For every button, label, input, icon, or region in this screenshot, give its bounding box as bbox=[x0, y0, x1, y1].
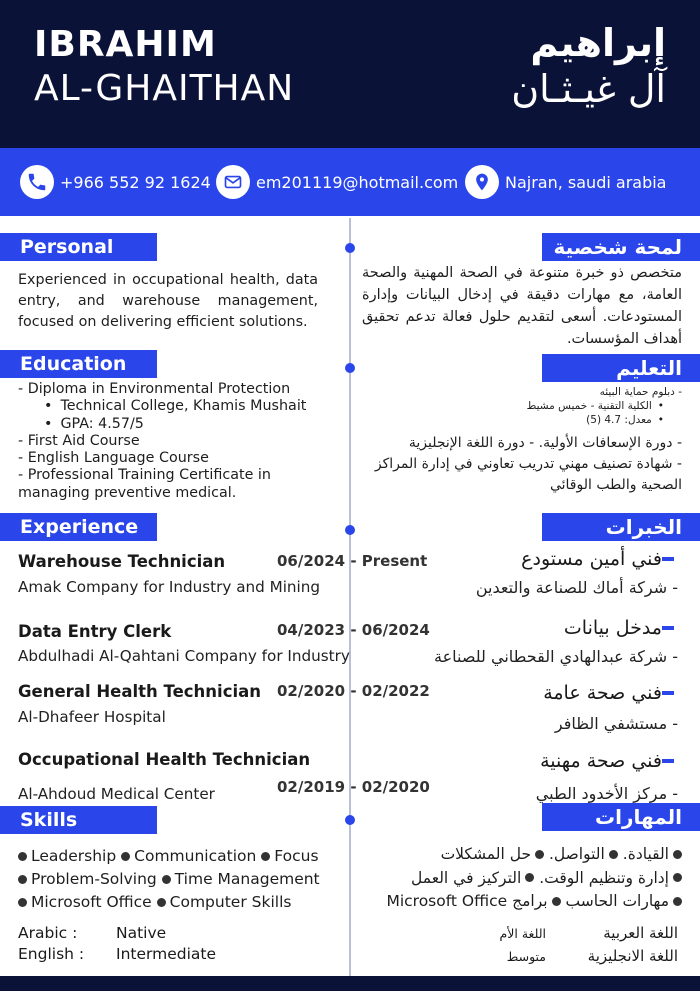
bullet-dot-icon bbox=[18, 852, 27, 861]
name-en-last: AL-GHAITHAN bbox=[34, 67, 295, 109]
skills-row bbox=[18, 891, 348, 914]
bullet-dot-icon bbox=[535, 850, 544, 859]
skills-row-ar bbox=[352, 843, 682, 867]
job-title-ar: فني أمين مستودع bbox=[521, 548, 678, 570]
language-row bbox=[18, 923, 216, 944]
skill-item-ar: مهارات الحاسب bbox=[565, 892, 669, 910]
education-item-ar: • الكلية التقنية - خميس مشيط bbox=[352, 399, 682, 413]
languages-ar bbox=[500, 922, 678, 968]
education-item: - Diploma in Environmental Protection bbox=[18, 381, 291, 397]
name-ar-last: آل غيـثـان bbox=[511, 66, 666, 111]
education-item-ar: • معدل: 4.7 (5) bbox=[352, 413, 682, 427]
resume-footer-bar bbox=[0, 976, 700, 991]
skills-row-ar bbox=[352, 867, 682, 891]
bullet-dot-icon bbox=[157, 898, 166, 907]
section-title-education: Education bbox=[0, 350, 157, 378]
name-english bbox=[34, 26, 294, 108]
job-date: 02/2020 - 02/2022 bbox=[277, 682, 430, 700]
skill-item: Microsoft Office bbox=[31, 893, 152, 911]
job-title-ar: فني صحة عامة bbox=[543, 682, 678, 704]
job-title-ar: فني صحة مهنية bbox=[540, 750, 678, 772]
skill-item: Focus bbox=[274, 847, 319, 865]
bullet-bar-icon bbox=[662, 759, 674, 763]
personal-summary-en: Experienced in occupational health, data entry, and warehouse management, focused on delivering efficient solutions. bbox=[18, 272, 318, 330]
education-item: - English Language Course bbox=[18, 450, 209, 467]
bullet-dot-icon bbox=[609, 850, 618, 859]
job-title: Data Entry Clerk bbox=[18, 622, 172, 641]
bullet-dot-icon bbox=[552, 897, 561, 906]
bullet-dot-icon bbox=[525, 873, 534, 882]
job-company: Abdulhadi Al-Qahtani Company for Industry bbox=[18, 647, 350, 665]
job-title-ar: مدخل بيانات bbox=[564, 617, 678, 639]
bullet-bar-icon bbox=[662, 691, 674, 695]
section-title-skills: Skills bbox=[0, 806, 157, 834]
section-title-education-ar: التعليم bbox=[542, 354, 700, 382]
bullet-dot-icon bbox=[673, 897, 682, 906]
name-ar-first: إبراهيم bbox=[530, 21, 666, 65]
language-name: Arabic : bbox=[18, 924, 78, 942]
language-level-ar: اللغة الأم bbox=[499, 926, 546, 941]
personal-summary-ar: متخصص ذو خبرة متنوعة في الصحة المهنية والصحة العامة، مع مهارات دقيقة في إدخال البيانات وإدارة المستودعات. أسعى لتقديم حلول فعالة تدعم تحقيق أهداف المؤسسات. bbox=[362, 265, 682, 347]
name-arabic bbox=[511, 22, 666, 111]
contact-email bbox=[216, 164, 458, 200]
job-company-ar: - شركة أماك للصناعة والتعدين bbox=[475, 578, 678, 597]
language-level: Native bbox=[116, 924, 167, 942]
bullet-dot-icon bbox=[673, 873, 682, 882]
skill-item: Computer Skills bbox=[169, 893, 292, 911]
job-date: 04/2023 - 06/2024 bbox=[277, 621, 430, 639]
education-item-ar: - شهادة تصنيف مهني تدريب تعاوني في إدارة المراكز الصحية والطب الوقائي bbox=[374, 456, 682, 493]
job-title: Occupational Health Technician bbox=[18, 750, 311, 769]
languages-en bbox=[18, 923, 216, 965]
phone-number[interactable]: +966 552 92 1624 bbox=[60, 172, 211, 192]
job-company: Al-Ahdoud Medical Center bbox=[18, 785, 215, 803]
timeline-dot bbox=[345, 243, 355, 253]
bullet-dot-icon bbox=[18, 898, 27, 907]
job-date: 02/2019 - 02/2020 bbox=[277, 778, 430, 796]
section-title-experience: Experience bbox=[0, 513, 157, 541]
job-title: Warehouse Technician bbox=[18, 552, 226, 571]
job-date: 06/2024 - Present bbox=[277, 552, 428, 570]
language-row bbox=[18, 944, 216, 965]
bullet-dot-icon bbox=[673, 850, 682, 859]
job-company-ar: - مستشفي الظافر bbox=[554, 714, 678, 733]
resume-header bbox=[0, 0, 700, 148]
language-name: English : bbox=[18, 945, 85, 963]
skill-item-ar: إدارة وتنظيم الوقت. bbox=[539, 868, 669, 887]
job-company: Al-Dhafeer Hospital bbox=[18, 708, 166, 726]
location-pin-icon bbox=[465, 165, 499, 199]
skills-row bbox=[18, 845, 348, 868]
skills-list-en bbox=[18, 845, 348, 914]
phone-icon bbox=[20, 165, 54, 199]
skills-row-ar bbox=[352, 890, 682, 914]
education-item-ar: - دبلوم حماية البيئه bbox=[599, 386, 682, 398]
skill-item-ar: حل المشكلات bbox=[440, 845, 532, 863]
language-level-ar: متوسط bbox=[506, 949, 546, 964]
language-row-ar bbox=[500, 922, 678, 945]
skill-item: Time Management bbox=[174, 870, 320, 888]
skill-item-ar: التركيز في العمل bbox=[411, 868, 522, 887]
section-title-experience-ar: الخبرات bbox=[542, 513, 700, 541]
contact-phone bbox=[20, 164, 211, 200]
bullet-dot-icon bbox=[261, 852, 270, 861]
section-title-personal: Personal bbox=[0, 233, 157, 261]
language-row-ar bbox=[500, 945, 678, 968]
timeline-line bbox=[349, 218, 351, 978]
contact-bar bbox=[0, 148, 700, 216]
timeline-dot bbox=[345, 525, 355, 535]
bullet-bar-icon bbox=[662, 557, 674, 561]
skills-list-ar bbox=[352, 843, 682, 914]
bullet-dot-icon bbox=[18, 875, 27, 884]
job-company-ar: - مركز الأخدود الطبي bbox=[535, 784, 678, 803]
skill-item-ar: القيادة. bbox=[622, 845, 669, 863]
section-title-personal-ar: لمحة شخصية bbox=[542, 233, 700, 261]
name-en-first: IBRAHIM bbox=[34, 24, 217, 65]
timeline-dot bbox=[345, 363, 355, 373]
education-list-en bbox=[18, 381, 338, 502]
education-item: • GPA: 4.57/5 bbox=[18, 416, 338, 433]
contact-location bbox=[465, 164, 666, 200]
job-title: General Health Technician bbox=[18, 682, 262, 701]
skill-item: Problem-Solving bbox=[31, 870, 157, 888]
job-company: Amak Company for Industry and Mining bbox=[18, 578, 321, 596]
education-list-ar bbox=[352, 385, 682, 496]
email-address[interactable]: em201119@hotmail.com bbox=[256, 172, 459, 192]
education-item-ar: - دورة الإسعافات الأولية. - دورة اللغة الإنجليزية bbox=[408, 435, 682, 451]
bullet-dot-icon bbox=[121, 852, 130, 861]
language-name-ar: اللغة الانجليزية bbox=[587, 947, 678, 965]
skill-item: Communication bbox=[134, 847, 257, 865]
timeline-dot bbox=[345, 815, 355, 825]
education-item: - Professional Training Certificate in managing preventive medical. bbox=[18, 467, 271, 501]
language-level: Intermediate bbox=[116, 945, 217, 963]
bullet-dot-icon bbox=[162, 875, 171, 884]
section-title-skills-ar: المهارات bbox=[542, 803, 700, 831]
skill-item-ar: برامج Microsoft Office bbox=[386, 892, 548, 910]
job-company-ar: - شركة عبدالهادي القحطاني للصناعة bbox=[434, 647, 678, 666]
education-item: • Technical College, Khamis Mushait bbox=[18, 398, 338, 415]
email-icon bbox=[216, 165, 250, 199]
skill-item-ar: التواصل. bbox=[548, 845, 605, 863]
skills-row bbox=[18, 868, 348, 891]
education-item: - First Aid Course bbox=[18, 432, 140, 449]
skill-item: Leadership bbox=[31, 847, 117, 865]
bullet-bar-icon bbox=[662, 626, 674, 630]
language-name-ar: اللغة العربية bbox=[603, 924, 678, 942]
location-text: Najran, saudi arabia bbox=[505, 172, 667, 192]
